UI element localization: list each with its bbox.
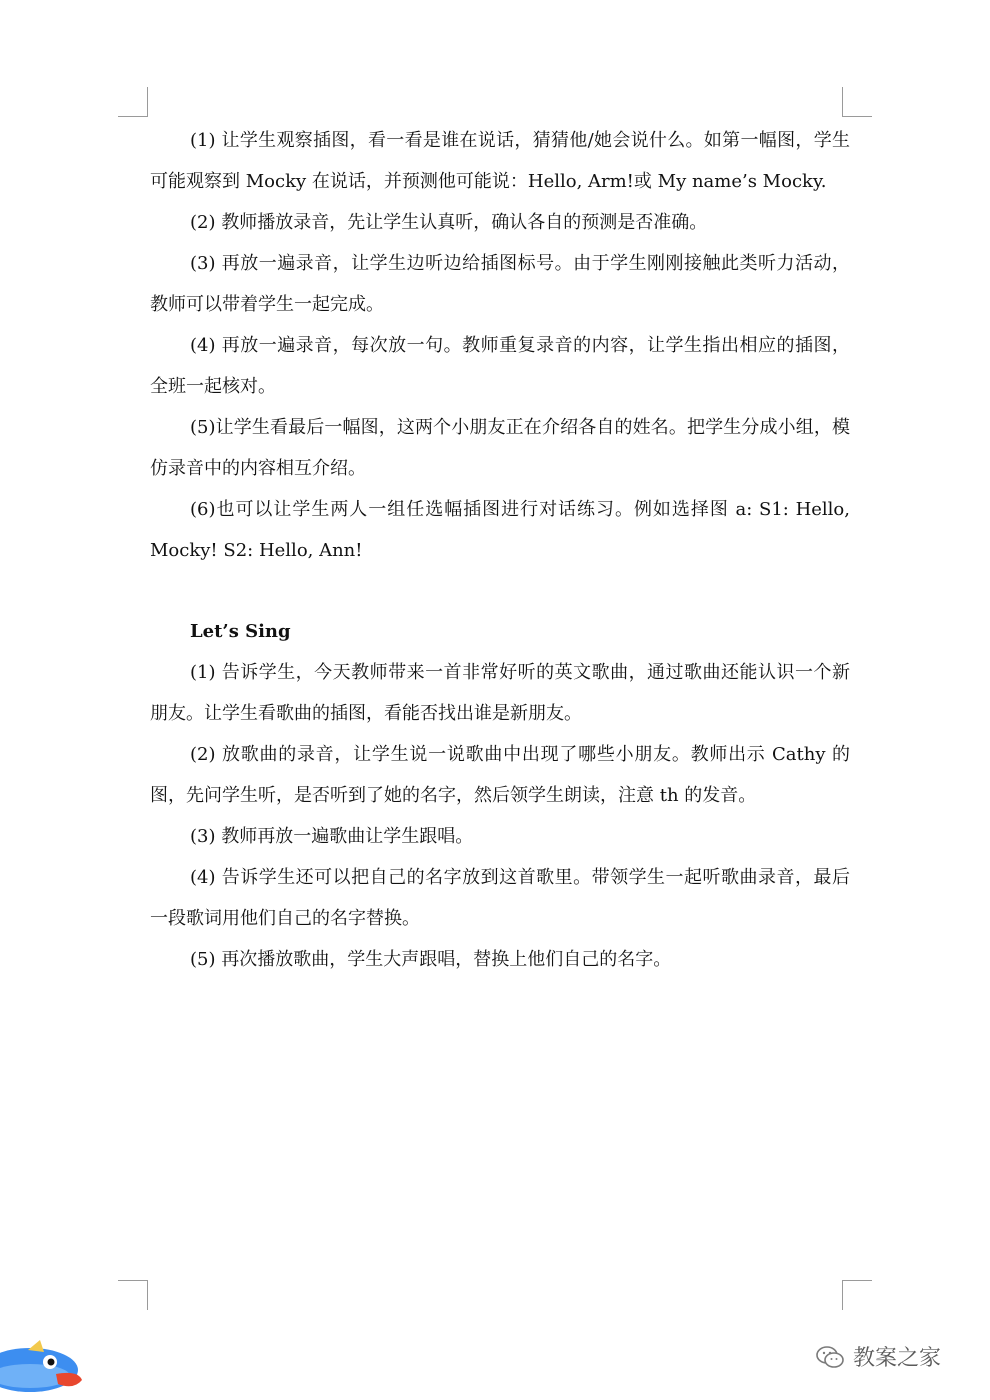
crop-mark-top-left	[118, 87, 148, 117]
paragraph: (6)也可以让学生两人一组任选幅插图进行对话练习。例如选择图 a: S1: Hello, Mocky! S2: Hello, Ann!	[150, 499, 850, 561]
document-body	[150, 120, 850, 980]
paragraph: (1) 告诉学生，今天教师带来一首非常好听的英文歌曲，通过歌曲还能认识一个新朋友。让学生看歌曲的插图，看能否找出谁是新朋友。	[150, 662, 850, 724]
paragraph: (2) 放歌曲的录音，让学生说一说歌曲中出现了哪些小朋友。教师出示 Cathy 的图，先问学生听，是否听到了她的名字，然后领学生朗读，注意 th 的发音。	[150, 744, 850, 806]
crop-mark-bottom-left	[118, 1280, 148, 1310]
paragraph: (4) 告诉学生还可以把自己的名字放到这首歌里。带领学生一起听歌曲录音，最后一段歌词用他们自己的名字替换。	[150, 867, 850, 929]
section-spacer	[150, 571, 850, 611]
section-heading: Let’s Sing	[190, 621, 291, 642]
paragraph: (4) 再放一遍录音，每次放一句。教师重复录音的内容，让学生指出相应的插图，全班一起核对。	[150, 335, 850, 397]
crop-mark-bottom-right	[842, 1280, 872, 1310]
paragraph: (5)让学生看最后一幅图，这两个小朋友正在介绍各自的姓名。把学生分成小组，模仿录音中的内容相互介绍。	[150, 417, 850, 479]
paragraph: (3) 再放一遍录音，让学生边听边给插图标号。由于学生刚刚接触此类听力活动，教师可以带着学生一起完成。	[150, 253, 850, 315]
watermark-label: 教案之家	[853, 1346, 942, 1371]
crop-mark-top-right	[842, 87, 872, 117]
paragraph: (2) 教师播放录音，先让学生认真听，确认各自的预测是否准确。	[190, 212, 708, 233]
paragraph: (3) 教师再放一遍歌曲让学生跟唱。	[190, 826, 474, 847]
wechat-icon	[815, 1344, 845, 1370]
watermark-logo	[815, 1341, 941, 1372]
paragraph: (1) 让学生观察插图，看一看是谁在说话，猜猜他/她会说什么。如第一幅图，学生可能观察到 Mocky 在说话，并预测他可能说：Hello, Arm!或 My name’s Mocky.	[150, 130, 850, 192]
fish-mascot-icon	[0, 1340, 90, 1400]
paragraph: (5) 再次播放歌曲，学生大声跟唱，替换上他们自己的名字。	[190, 949, 672, 970]
